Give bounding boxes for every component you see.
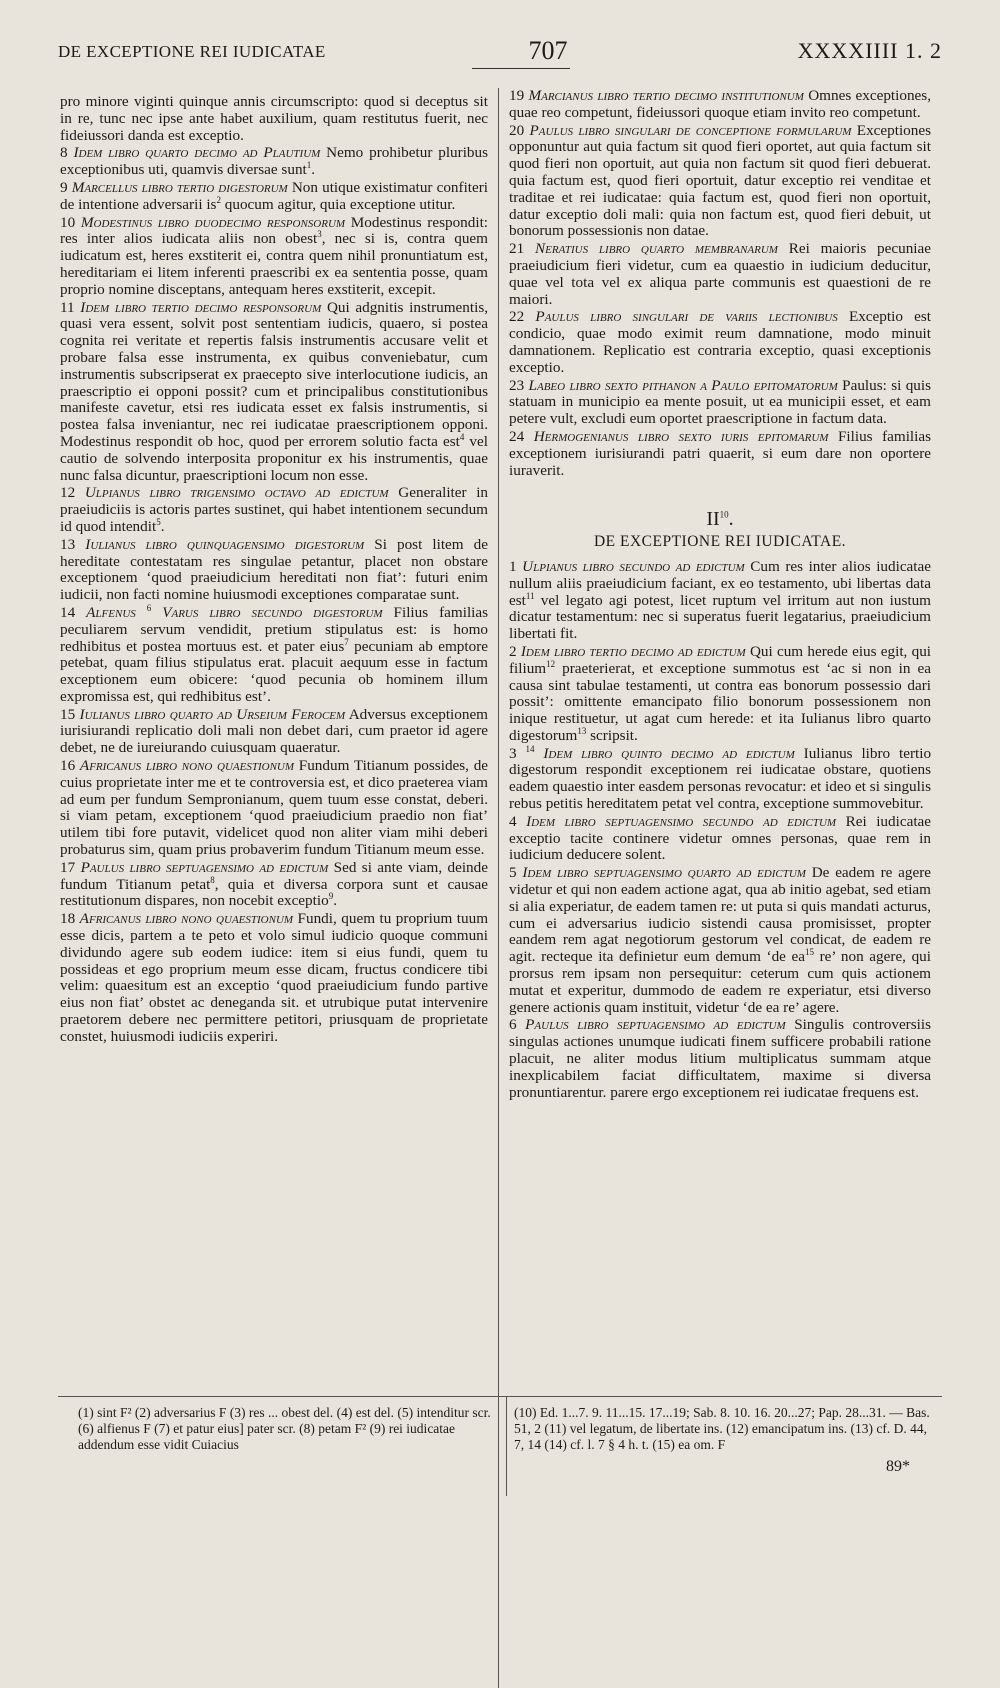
fragment-number: 11 xyxy=(60,298,75,316)
fragment-number: 10 xyxy=(60,213,76,231)
fragment-number: 17 xyxy=(60,858,76,876)
fragment-paragraph xyxy=(60,485,488,535)
footnote-ref: 9 xyxy=(328,891,334,902)
fragment-text: Generaliter in praeiudiciis is actoris partes sustinet, qui habet intentionem secundum id quod intendit xyxy=(60,484,489,535)
fragment-text: Exceptiones opponuntur aut quia factum sit quod fieri oportet, aut quia factum sit quod fieri non oportuit, aut quia non factum sit quod fieri debuerat. quia factum est, quod fieri oportuit, datur exceptio rei venditae et traditae et rei iudicatae: quia factum est, quod fieri non oportuit, datur exceptio doli mali: quia non factum est, quod fieri debuit, ut bonorum possessionis non datae. xyxy=(509,121,932,240)
fragment-text: Si post litem de hereditate contestatam res singulae petantur, placet non obstare exceptionem ‘quod praeiudicium hereditati non fiat’: futuri enim iudicii, non facti nomine huiusmodi exceptiones comparatae sunt. xyxy=(60,535,489,604)
source-citation: Alfenus xyxy=(86,603,136,621)
source-citation: Idem libro septuagensimo secundo ad edictum xyxy=(526,812,837,830)
source-citation: Idem libro tertio decimo ad edictum xyxy=(520,642,746,660)
fragment-paragraph xyxy=(509,123,931,241)
fragment-text: . xyxy=(333,892,337,910)
fragment-number: 23 xyxy=(509,376,525,394)
section-number: II$^{10}$. xyxy=(706,508,734,531)
fragment-paragraph xyxy=(509,88,931,122)
fragment-text: Non utique existimatur confiteri de intentione adversarii is xyxy=(60,178,489,213)
fragment-text: Nemo prohibetur pluribus exceptionibus uti, quamvis diversae sunt xyxy=(60,144,489,179)
fragment-text: pecuniam ab emptore petebat, quam filius stipulatus erat. placuit aequum esse in factum exceptionem eum obicere: ‘quod pecunia ob hominem illum expromissa est, qui redhibitus est’. xyxy=(60,637,489,705)
footnote-divider xyxy=(506,1396,507,1496)
source-citation: Idem libro quinto decimo ad edictum xyxy=(543,744,795,762)
left-column xyxy=(60,94,488,1046)
source-citation: Marcellus libro tertio digestorum xyxy=(71,178,288,196)
source-citation: Paulus libro septuagensimo ad edictum xyxy=(80,858,329,876)
source-citation: Iulianus libro quinquagensimo digestorum xyxy=(85,535,365,553)
fragment-paragraph xyxy=(60,860,488,910)
source-citation: Hermogenianus libro sexto iuris epitomarum xyxy=(533,427,829,445)
fragment-text: Iulianus libro tertio digestorum respondit exceptionem rei iudicatae obstare, quotiens eadem quaestio inter easdem personas revocatur: et ideo et si singulis rebus petitis hereditatem petat vel contra, exceptione summovebitur. xyxy=(509,744,932,813)
fragment-paragraph xyxy=(60,215,488,299)
footnote-ref: 5 xyxy=(156,516,161,527)
fragment-text: vel cautio de solvendo interposita proponitur ex his instrumentis, quae nunc falsa dicuntur, praescriptioni locum non esse. xyxy=(60,432,488,484)
source-citation: Ulpianus libro trigensimo octavo ad edictum xyxy=(84,484,389,502)
right-column-top xyxy=(509,88,931,479)
footnote-ref: 11 xyxy=(525,590,535,601)
fragment-paragraph xyxy=(509,378,931,428)
fragment-paragraph xyxy=(60,180,488,214)
footnote-ref: 12 xyxy=(546,658,556,669)
footnote-ref: 8 xyxy=(210,874,215,885)
header-rule xyxy=(472,68,570,69)
fragment-number: 5 xyxy=(509,864,517,882)
fragment-text: De eadem re agere videtur et qui non eadem actione agat, qua ab initio agebat, sed etiam si alia experiatur, de eadem tamen re: ut puta si quis mandati acturus, cum ei adversarius iudicio sistendi causa promisisset, propter eandem rem agat negotiorum gestorum vel condicat, de eadem re agit. recteque ita definietur eum demum ‘de ea xyxy=(509,864,932,966)
fragment-paragraph xyxy=(509,559,931,643)
fragment-text: Filius familias peculiarem servum vendidit, pretium stipulatus est: is homo redhibitus et postea mortuus est. et pater eius xyxy=(60,603,489,655)
fragment-text: scripsit. xyxy=(586,726,638,744)
fragment-paragraph xyxy=(60,758,488,859)
footnote-ref: 14 xyxy=(525,743,535,754)
footnote-ref: 7 xyxy=(344,636,349,647)
fragment-number: 24 xyxy=(509,427,525,445)
fragment-text: Fundum Titianum possides, de cuius proprietate inter me et te controversia est, et dico praeterea viam ad eum per fundum Sempronianum, quem tuum esse constat, deberi. si viam petam, exceptionem ‘quod praeiudicium praedio non fiat’ utilem tibi fore putavit, videlicet quod non aliter viam mihi deberi probaturus sim, quam prius probaverim fundum Titianum meum esse. xyxy=(60,757,489,859)
fragment-paragraph xyxy=(60,300,488,485)
fragment-text: Sed si ante viam, deinde fundum Titianum petat xyxy=(60,858,488,893)
fragment-text: . xyxy=(311,161,316,179)
source-citation: Iulianus libro quarto ad Urseium Ferocem xyxy=(79,705,346,723)
fragment-text: Singulis controversiis singulas actiones unumque iudicati finem sufficere probabili ratione placuit, ne aliter modus litium multiplicatus summam atque inexplicabilem faciat difficultatem, maxime si diversa pronuntiarentur. parere ergo exceptionem rei iudicatae frequens est. xyxy=(509,1016,931,1101)
fragment-number: 1 xyxy=(509,557,517,575)
fragment-number: 4 xyxy=(509,812,517,830)
fragment-text: Qui adgnitis instrumentis, quasi vera essent, solvit post sententiam iudicis, quaero, si postea cognita rei veritate et repertis falsis instrumentis accusare velit et probare falsa esse instrumenta, ex quibus conveniebatur, cum instrumentis subscripserat ex praecepto sive interlocutione iudicis, an praescriptio ei opponi possit? cum et principalibus constitutionibus manifeste cavetur, etsi res iudicata esset ex falsis instrumentis, si postea falsa inveniantur, nec rei iudicatae praescriptionem opponi. Modestinus respondit ob hoc, quod per errorem solutio facta est xyxy=(60,298,489,450)
source-citation: Idem libro septuagensimo quarto ad edictum xyxy=(522,864,806,882)
fragment-text: Exceptio est condicio, quae modo eximit reum damnatione, modo minuit damnationem. Replicatio est contraria exceptio, quasi exceptionis exceptio. xyxy=(509,308,932,376)
fragment-text: quocum agitur, quia exceptione utitur. xyxy=(220,195,456,213)
source-citation: Africanus libro nono quaestionum xyxy=(79,757,295,775)
fragment-paragraph xyxy=(509,814,931,864)
fragment-number: 21 xyxy=(509,240,525,258)
fragment-paragraph xyxy=(60,537,488,604)
fragment-text: vel legato agi potest, licet ruptum vel irritum aut non iustum dicatur testamentum: nec si superatus fuerit legatarius, praeiudicium libertati fit. xyxy=(509,591,931,643)
footnote-ref: 2 xyxy=(216,194,221,205)
fragment-paragraph xyxy=(60,911,488,1045)
fragment-paragraph xyxy=(509,309,931,376)
fragment-paragraph xyxy=(60,602,489,706)
fragment-text: Modestinus respondit: res inter alios iudicata aliis non obest xyxy=(60,213,489,248)
fragment-text: , quia et diversa corpora sunt et causae restitutionum dispares, non nocebit exceptio xyxy=(60,875,488,910)
footnotes-right: (10) Ed. 1...7. 9. 11...15. 17...19; Sab. 8. 10. 16. 20...27; Pap. 28...31. — Bas. 51, 2 (11) vel legatum, de libertate ins. (12) emancipatum ins. (13) cf. D. 44, 7, 14 (14) cf. l. 7 § 4 h. t. (15) ea om. F xyxy=(514,1405,930,1452)
fragment-paragraph xyxy=(60,94,488,144)
fragment-paragraph xyxy=(509,241,931,308)
fragment-paragraph xyxy=(60,145,488,179)
fragment-number: 14 xyxy=(60,603,76,621)
fragment-number: 12 xyxy=(60,484,76,502)
right-column xyxy=(509,88,931,1101)
footnote-ref: 15 xyxy=(805,947,814,958)
footnotes-left: (1) sint F² (2) adversarius F (3) res ... obest del. (4) est del. (5) intenditur scr. (6) alfienus F (7) et patur eius] pater scr. (8) petam F² (9) rei iudicatae addendum esse vidit Cuiacius xyxy=(78,1405,491,1452)
fragment-paragraph xyxy=(509,429,931,479)
column-divider xyxy=(498,88,499,1688)
fragment-paragraph xyxy=(509,1017,931,1101)
source-citation: Marcianus libro tertio decimo institutionum xyxy=(528,87,804,104)
source-citation: Paulus libro singulari de variis lectionibus xyxy=(535,308,838,326)
fragment-paragraph xyxy=(509,743,932,813)
fragment-number: 15 xyxy=(60,705,76,723)
header-reference: XXXXIIII 1. 2 xyxy=(797,38,942,63)
footnote-ref: 3 xyxy=(317,229,322,240)
fragment-paragraph xyxy=(509,644,931,745)
fragment-number: 19 xyxy=(509,87,525,104)
source-citation: Ulpianus libro secundo ad edictum xyxy=(522,557,745,575)
fragment-number: 13 xyxy=(60,535,76,553)
fragment-text: . xyxy=(160,517,165,535)
fragment-text: re’ non agere, qui prorsus rem ipsam non persequitur: ceterum cum quis actionem mutat et experitur, dummodo de eadem re experiatur, etsi diverso genere actionis quam instituit, videtur ‘de ea re’ agere. xyxy=(509,948,931,1016)
footnote-ref: 13 xyxy=(577,725,587,736)
source-citation: Paulus libro septuagensimo ad edictum xyxy=(525,1016,786,1034)
footnote-ref: 6 xyxy=(146,602,152,613)
fragment-number: 3 xyxy=(509,744,517,762)
fragment-text: Filius familias exceptionem iurisiurandi patri quaerit, si eum dare non oportere iuraverit. xyxy=(509,427,932,479)
footnote-ref: 1 xyxy=(306,160,312,171)
page-number: 707 xyxy=(528,36,568,65)
fragment-number: 9 xyxy=(60,178,68,196)
fragment-number: 2 xyxy=(509,642,517,660)
fragment-paragraph xyxy=(60,707,488,757)
fragment-number: 8 xyxy=(60,144,68,162)
fragment-number: 16 xyxy=(60,757,76,775)
footnote-rule xyxy=(58,1396,942,1397)
source-citation: Idem libro quarto decimo ad Plautium xyxy=(73,144,321,162)
fragment-text: , nec si is, contra quem iudicatum est, heres exstiterit ei, contra quem nihil pronuntiatum est, hereditariam ei litem inferenti praescribi ex ea sententia posse, quam proprio nomine disceptans, antequam heres exstiterit, excepit. xyxy=(60,230,488,298)
fragment-number: 18 xyxy=(60,910,76,928)
fragment-text: Qui cum herede eius egit, qui filium xyxy=(509,642,932,677)
fragment-text: Fundi, quem tu proprium tuum esse dicis, partem a te peto et volo simul iudicio quoque communi dividundo agere sub eodem iudice: item si eius fundi, quem tu possideas et ego proprium meum esse dicam, fructus condicere tibi velim: quaesitum est an exceptio ‘quod praeiudicium fundo partive eius non fiat’ obstet ac deneganda sit. et utrubique putat intervenire praetorem debere nec permittere petitori, priusquam de proprietate constet, huiusmodi iudiciis experiri. xyxy=(60,910,489,1045)
fragment-text: Rei maioris pecuniae praeiudicium fieri videtur, cum ea quaestio in iudicium deducitur, quae vel tota vel ex aliqua parte communis est quaestioni de re maiori. xyxy=(509,240,932,308)
fragment-number: 6 xyxy=(509,1016,517,1034)
fragment-text: Rei iudicatae exceptio tacite continere videtur omnes personas, quae rem in iudicium deducere solent. xyxy=(509,812,932,864)
source-citation: Africanus libro nono quaestionum xyxy=(79,910,294,928)
source-citation: Modestinus libro duodecimo responsorum xyxy=(80,213,346,231)
fragment-text: Adversus exceptionem iurisiurandi replicatio doli mali non debet dari, cum praetor id agere debet, ne de iureiurando cuiusquam quaeratur. xyxy=(60,705,488,757)
source-citation: Varus libro secundo digestorum xyxy=(151,603,383,621)
fragment-number: 22 xyxy=(509,308,525,326)
header-title: DE EXCEPTIONE REI IUDICATAE xyxy=(58,42,326,61)
signature-mark: 89* xyxy=(886,1458,910,1475)
fragment-text: pro minore viginti quinque annis circumscripto: quod si deceptus sit in re, tunc nec ipse ante habet auxilium, quam restitutus fuerit, nec fideiussori danda est exceptio. xyxy=(60,93,488,144)
footnote-ref: 4 xyxy=(459,431,465,442)
fragment-text: praeterierat, et exceptione summotus est ‘ac si non in ea causa sint tabulae testamenti, ut contra eas bonorum possessio dari possit’: omittente emancipato filio bonorum possessionem non inique restituetur, ut agat cum herede: et ita Iulianus libro quarto digestorum xyxy=(509,659,931,744)
fragment-text: Omnes exceptiones, quae reo competunt, fideiussori quoque etiam invito reo competunt. xyxy=(509,87,931,121)
fragment-text: Cum res inter alios iudicatae nullum aliis praeiudicium faciant, ex eo testamento, ubi libertas data est xyxy=(509,557,931,609)
section-title: DE EXCEPTIONE REI IUDICATAE. xyxy=(593,533,847,551)
source-citation: Paulus libro singulari de conceptione formularum xyxy=(529,121,852,139)
source-citation: Neratius libro quarto membranarum xyxy=(535,240,778,258)
right-column-bottom xyxy=(509,559,931,1102)
source-citation: Idem libro tertio decimo responsorum xyxy=(80,298,322,316)
running-header xyxy=(58,38,942,68)
fragment-paragraph xyxy=(509,865,931,1016)
fragment-number: 20 xyxy=(509,121,525,139)
source-citation: Labeo libro sexto pithanon a Paulo epitomatorum xyxy=(528,376,838,394)
fragment-text: Paulus: si quis statuam in municipio ea mente posuit, ut ea municipii esset, et eam petere vult, excludi eum oportet praescriptione in factum data. xyxy=(509,376,932,428)
